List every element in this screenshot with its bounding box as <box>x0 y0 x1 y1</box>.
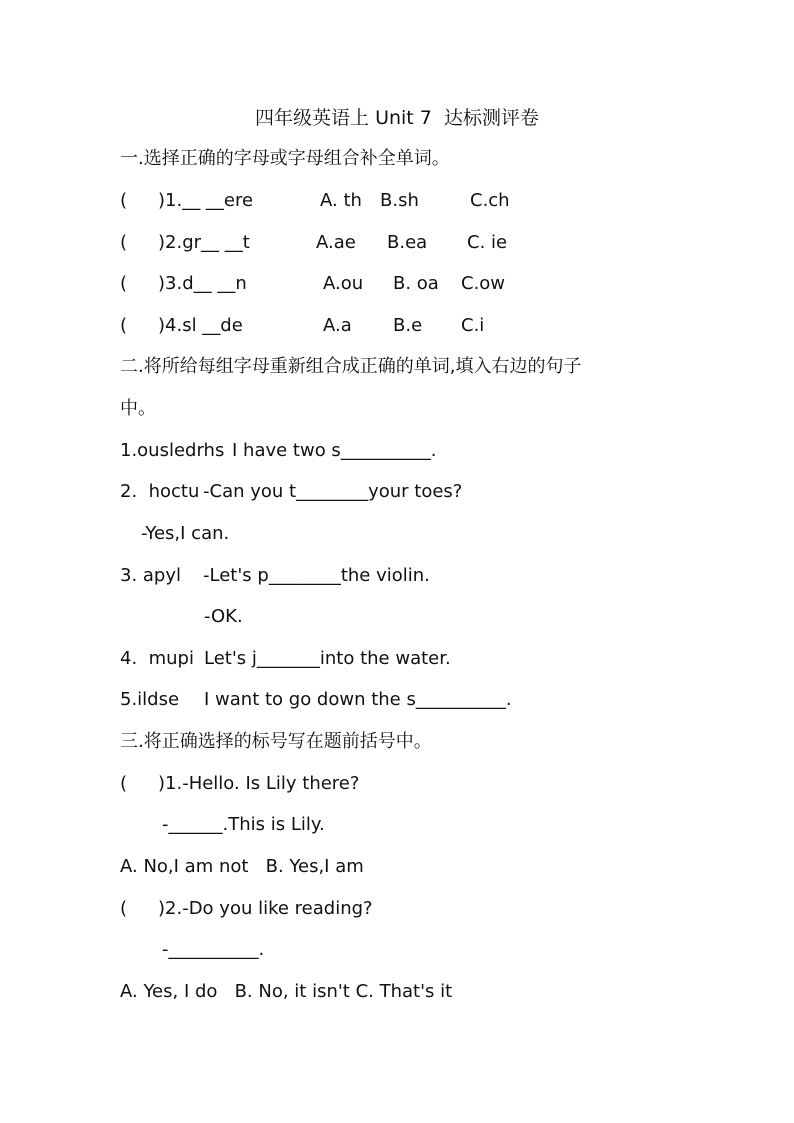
question-row <box>120 272 505 296</box>
question-stem: )3.d__ __n <box>158 273 247 294</box>
fill-sentence: -Let's p________the violin. <box>203 565 430 586</box>
question-stem: )2.gr__ __t <box>158 232 250 253</box>
question-stem: )2.-Do you like reading? <box>158 898 373 919</box>
answer-paren: ( <box>120 898 128 919</box>
answer-blank-line: -__________. <box>162 939 265 960</box>
scrambled-letters: 3. apyl <box>120 565 182 586</box>
option-a: A.ae <box>316 232 356 253</box>
answer-options: A. No,I am not B. Yes,I am <box>120 856 364 877</box>
scramble-item <box>120 439 437 463</box>
question-row <box>120 897 373 921</box>
page-title: 四年级英语上 Unit 7 达标测评卷 <box>255 107 539 129</box>
scramble-item <box>120 647 451 671</box>
answer-paren: ( <box>120 315 128 336</box>
dialogue-response: -Yes,I can. <box>141 523 230 544</box>
question-stem: )1.-Hello. Is Lily there? <box>158 773 360 794</box>
answer-paren: ( <box>120 190 128 211</box>
option-b: B.sh <box>380 190 419 211</box>
option-c: C.i <box>461 315 485 336</box>
scramble-item <box>120 688 512 712</box>
fill-sentence: I have two s__________. <box>232 440 437 461</box>
answer-options: A. Yes, I do B. No, it isn't C. That's it <box>120 981 453 1002</box>
answer-paren: ( <box>120 273 128 294</box>
option-b: B. oa <box>393 273 439 294</box>
fill-sentence: I want to go down the s__________. <box>204 689 512 710</box>
option-a: A. th <box>320 190 362 211</box>
scrambled-letters: 5.ildse <box>120 689 180 710</box>
dialogue-response: -OK. <box>204 606 243 627</box>
question-row <box>120 189 510 213</box>
section2-heading: 二.将所给每组字母重新组合成正确的单词,填入右边的句子 <box>120 356 582 377</box>
option-a: A.a <box>323 315 352 336</box>
option-b: B.ea <box>387 232 428 253</box>
section1-heading: 一.选择正确的字母或字母组合补全单词。 <box>120 148 450 169</box>
section2-heading-cont: 中。 <box>120 398 156 419</box>
answer-paren: ( <box>120 773 128 794</box>
option-c: C. ie <box>467 232 508 253</box>
option-b: B.e <box>393 315 423 336</box>
scrambled-letters: 4. mupi <box>120 648 194 669</box>
option-c: C.ch <box>470 190 510 211</box>
question-row <box>120 231 507 255</box>
question-stem: )1.__ __ere <box>158 190 254 211</box>
fill-sentence: Let's j_______into the water. <box>204 648 451 669</box>
answer-blank-line: -______.This is Lily. <box>162 814 325 835</box>
question-row <box>120 772 359 796</box>
section3-heading: 三.将正确选择的标号写在题前括号中。 <box>120 731 432 752</box>
option-a: A.ou <box>323 273 364 294</box>
question-row <box>120 314 484 338</box>
scramble-item <box>120 480 462 504</box>
scramble-item <box>120 564 430 588</box>
question-stem: )4.sl __de <box>158 315 243 336</box>
scrambled-letters: 1.ousledrhs <box>120 440 225 461</box>
option-c: C.ow <box>461 273 506 294</box>
fill-sentence: -Can you t________your toes? <box>203 481 463 502</box>
scrambled-letters: 2. hoctu <box>120 481 200 502</box>
answer-paren: ( <box>120 232 128 253</box>
